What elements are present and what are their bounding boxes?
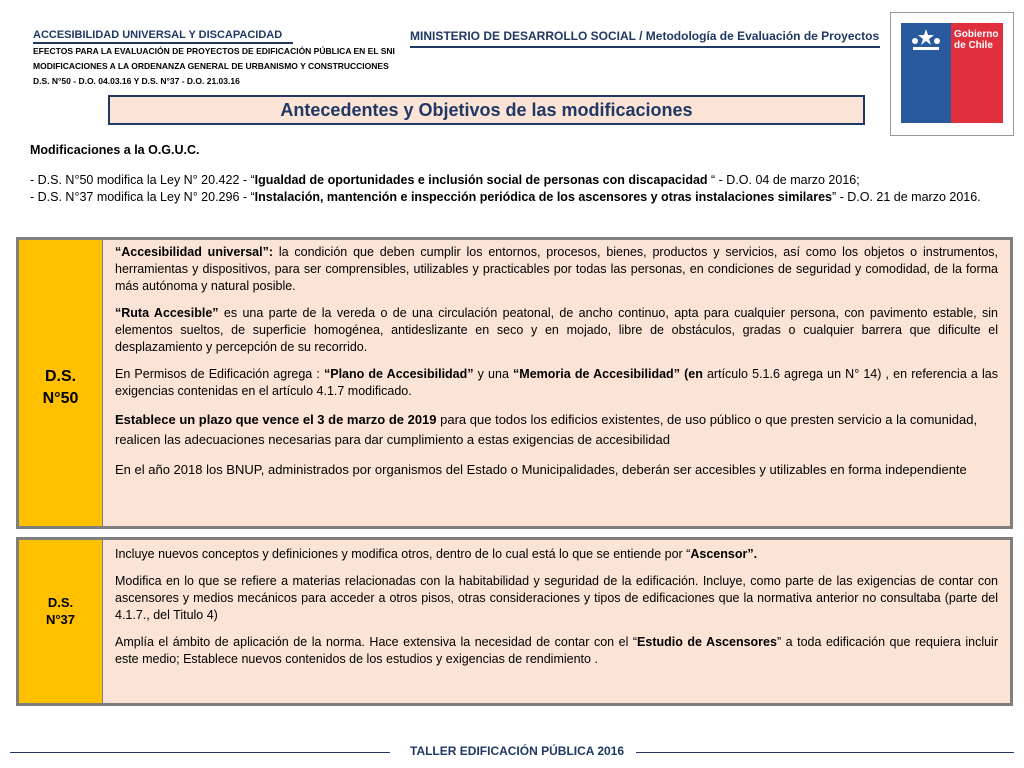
header-block [33,29,395,89]
logo-text-line-2: de Chile [954,40,993,51]
intro-item1-post: “ - D.O. 04 de marzo 2016; [707,173,860,187]
header-subtitle-1: EFECTOS PARA LA EVALUACIÓN DE PROYECTOS DE EDIFICACIÓN PÚBLICA EN EL SNI [33,46,395,56]
ds37-p1-text: Incluye nuevos conceptos y definiciones y modifica otros, dentro de lo cual está lo que se entiende por “ [115,547,691,561]
intro-item-ds50 [30,172,1010,189]
ds37-paragraph-amplia [115,634,998,668]
ds50-p1-text: la condición que deben cumplir los entornos, procesos, bienes, productos y servicios, así como los objetos o instrumentos, herramientas y dispositivos, para ser comprensibles, utilizables y practicables por todas las personas, en condiciones de seguridad y comodidad, de la forma más autónoma y natural posible. [115,245,998,293]
ds37-label-2: N°37 [45,612,76,627]
ds50-label-2: N°50 [42,390,79,407]
ds37-p1-bold: Ascensor”. [690,547,758,561]
header-subtitle-3: D.S. N°50 - D.O. 04.03.16 Y D.S. N°37 - D.O. 21.03.16 [33,76,240,86]
intro-section [30,142,1010,206]
ds37-p3-b: ” a toda edificación que requiera incluir este medio; Establece nuevos contenidos de los estudios y exigencias de rendimiento . [115,635,998,666]
ds50-p3-d: “Memoria de Accesibilidad” (en [513,367,703,381]
page-title: Antecedentes y Objetivos de las modificaciones [108,95,865,125]
ds37-label [19,594,102,628]
ds50-content [115,244,998,490]
ds37-label-1: D.S. [47,595,74,610]
ds50-p3-a: En Permisos de Edificación agrega : [115,367,324,381]
ds50-paragraph-ruta [115,305,998,356]
gobierno-de-chile-logo [890,12,1014,136]
ds50-label [19,366,102,410]
ds50-p4-text: para que todos los edificios existentes, de uso público o que presten servicio a la comunidad, realicen las adecuaciones necesarias para dar cumplimiento a estas exigencias de accesibilidad [115,412,978,447]
ds37-sidebar [19,540,103,703]
ds50-p4-bold: Establece un plazo que vence el 3 de marzo de 2019 [115,412,437,427]
ds37-content [115,546,998,678]
intro-item1-pre: - D.S. N°50 modifica la Ley N° 20.422 - “ [30,173,255,187]
intro-item-ds37 [30,189,1010,206]
intro-item2-pre: - D.S. N°37 modifica la Ley N° 20.296 - “ [30,190,255,204]
header-program: ACCESIBILIDAD UNIVERSAL Y DISCAPACIDAD [33,29,293,44]
ds50-label-1: D.S. [44,368,77,385]
ds50-p3-e: artículo 5.1.6 agrega un N° 14) , en referencia a las exigencias contenidas en el artículo 4.1.7 modificado. [115,367,999,398]
ds50-paragraph-plazo [115,410,998,450]
ds37-paragraph-modifica: Modifica en lo que se refiere a materias relacionadas con la habitabilidad y seguridad de la edificación. Incluye, como parte de las exigencias de contar con ascensores y medios mecánicos para acceder a otros pisos, otras consideraciones y tipos de edificaciones que la normativa anterior no consultaba (parte del 4.1.7., del Titulo 4) [115,574,998,622]
footer-rule-right [636,752,1014,753]
ds50-p1-bold: “Accesibilidad universal”: [115,245,273,259]
ds50-p3-b: “Plano de Accesibilidad” [323,367,474,381]
logo-text-line-1: Gobierno [954,29,999,40]
footer-rule-left [10,752,390,753]
ds50-card [16,237,1013,529]
footer-label: TALLER EDIFICACIÓN PÚBLICA 2016 [410,744,625,758]
ds37-card [16,537,1013,706]
ds50-p2-bold: “Ruta Accesible” [115,306,219,320]
header-ministry: MINISTERIO DE DESARROLLO SOCIAL / Metodología de Evaluación de Proyectos [410,29,880,48]
intro-item1-bold: Igualdad de oportunidades e inclusión social de personas con discapacidad [254,173,708,187]
ds50-paragraph-accesibilidad [115,244,998,295]
intro-heading: Modificaciones a la O.G.U.C. [30,143,200,157]
ds50-p3-c: y una [473,367,514,381]
intro-item2-post: ” - D.O. 21 de marzo 2016. [831,190,981,204]
logo-text [954,29,998,51]
ds37-p3-a: Amplía el ámbito de aplicación de la norma. Hace extensiva la necesidad de contar con el “ [115,635,638,649]
ds37-paragraph-conceptos [115,546,998,563]
ds50-p2-text: es una parte de la vereda o de una circulación peatonal, de ancho continuo, apta para cualquier persona, con pavimento estable, sin elementos sueltos, de superficie homogénea, antideslizante en seco y en mojado, libre de obstáculos, gradas o cualquier barrera que dificulte el desplazamiento y percepción de su recorrido. [115,306,998,354]
ds50-paragraph-permisos [115,366,998,400]
coat-of-arms-icon [907,27,945,57]
header-subtitle-2: MODIFICACIONES A LA ORDENANZA GENERAL DE URBANISMO Y CONSTRUCCIONES [33,61,389,71]
intro-item2-bold: Instalación, mantención e inspección periódica de los ascensores y otras instalaciones similares [254,190,832,204]
ds37-p3-bold: Estudio de Ascensores [637,635,777,649]
ds50-sidebar [19,240,103,526]
ds50-paragraph-bnup: En el año 2018 los BNUP, administrados por organismos del Estado o Municipalidades, deberán ser accesibles y utilizables en forma independiente [115,462,967,477]
